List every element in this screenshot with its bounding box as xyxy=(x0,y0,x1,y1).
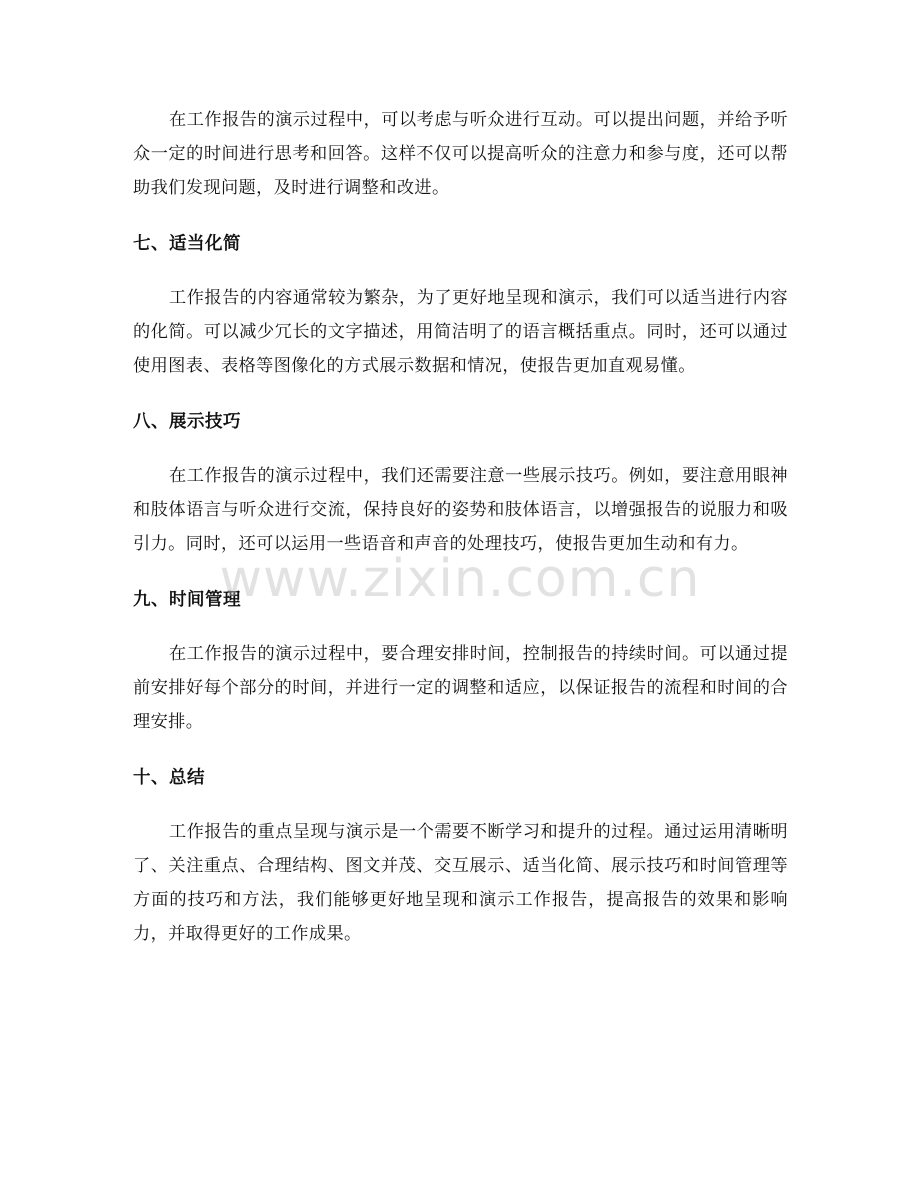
section-paragraph-7: 工作报告的内容通常较为繁杂，为了更好地呈现和演示，我们可以适当进行内容的化简。可以减少冗长的文字描述，用简洁明了的语言概括重点。同时，还可以通过使用图表、表格等图像化的方式展示数据和情况，使报告更加直观易懂。 xyxy=(133,288,788,376)
section-paragraph-10: 工作报告的重点呈现与演示是一个需要不断学习和提升的过程。通过运用清晰明了、关注重点、合理结构、图文并茂、交互展示、适当化简、展示技巧和时间管理等方面的技巧和方法，我们能够更好地呈现和演示工作报告，提高报告的效果和影响力，并取得更好的工作成果。 xyxy=(133,822,788,944)
section-paragraph-9: 在工作报告的演示过程中，要合理安排时间，控制报告的持续时间。可以通过提前安排好每个部分的时间，并进行一定的调整和适应，以保证报告的流程和时间的合理安排。 xyxy=(133,644,788,732)
section-heading-8: 八、展示技巧 xyxy=(133,412,241,432)
section-heading-10: 十、总结 xyxy=(133,768,205,788)
intro-paragraph: 在工作报告的演示过程中，可以考虑与听众进行互动。可以提出问题，并给予听众一定的时间进行思考和回答。这样不仅可以提高听众的注意力和参与度，还可以帮助我们发现问题，及时进行调整和改进。 xyxy=(133,110,788,198)
document-body xyxy=(133,103,788,951)
watermark: www.zixin.com.cn xyxy=(219,549,701,609)
section-paragraph-8: 在工作报告的演示过程中，我们还需要注意一些展示技巧。例如，要注意用眼神和肢体语言与听众进行交流，保持良好的姿势和肢体语言，以增强报告的说服力和吸引力。同时，还可以运用一些语音和声音的处理技巧，使报告更加生动和有力。 xyxy=(133,466,788,554)
section-heading-9: 九、时间管理 xyxy=(133,590,241,610)
section-heading-7: 七、适当化简 xyxy=(133,234,241,254)
